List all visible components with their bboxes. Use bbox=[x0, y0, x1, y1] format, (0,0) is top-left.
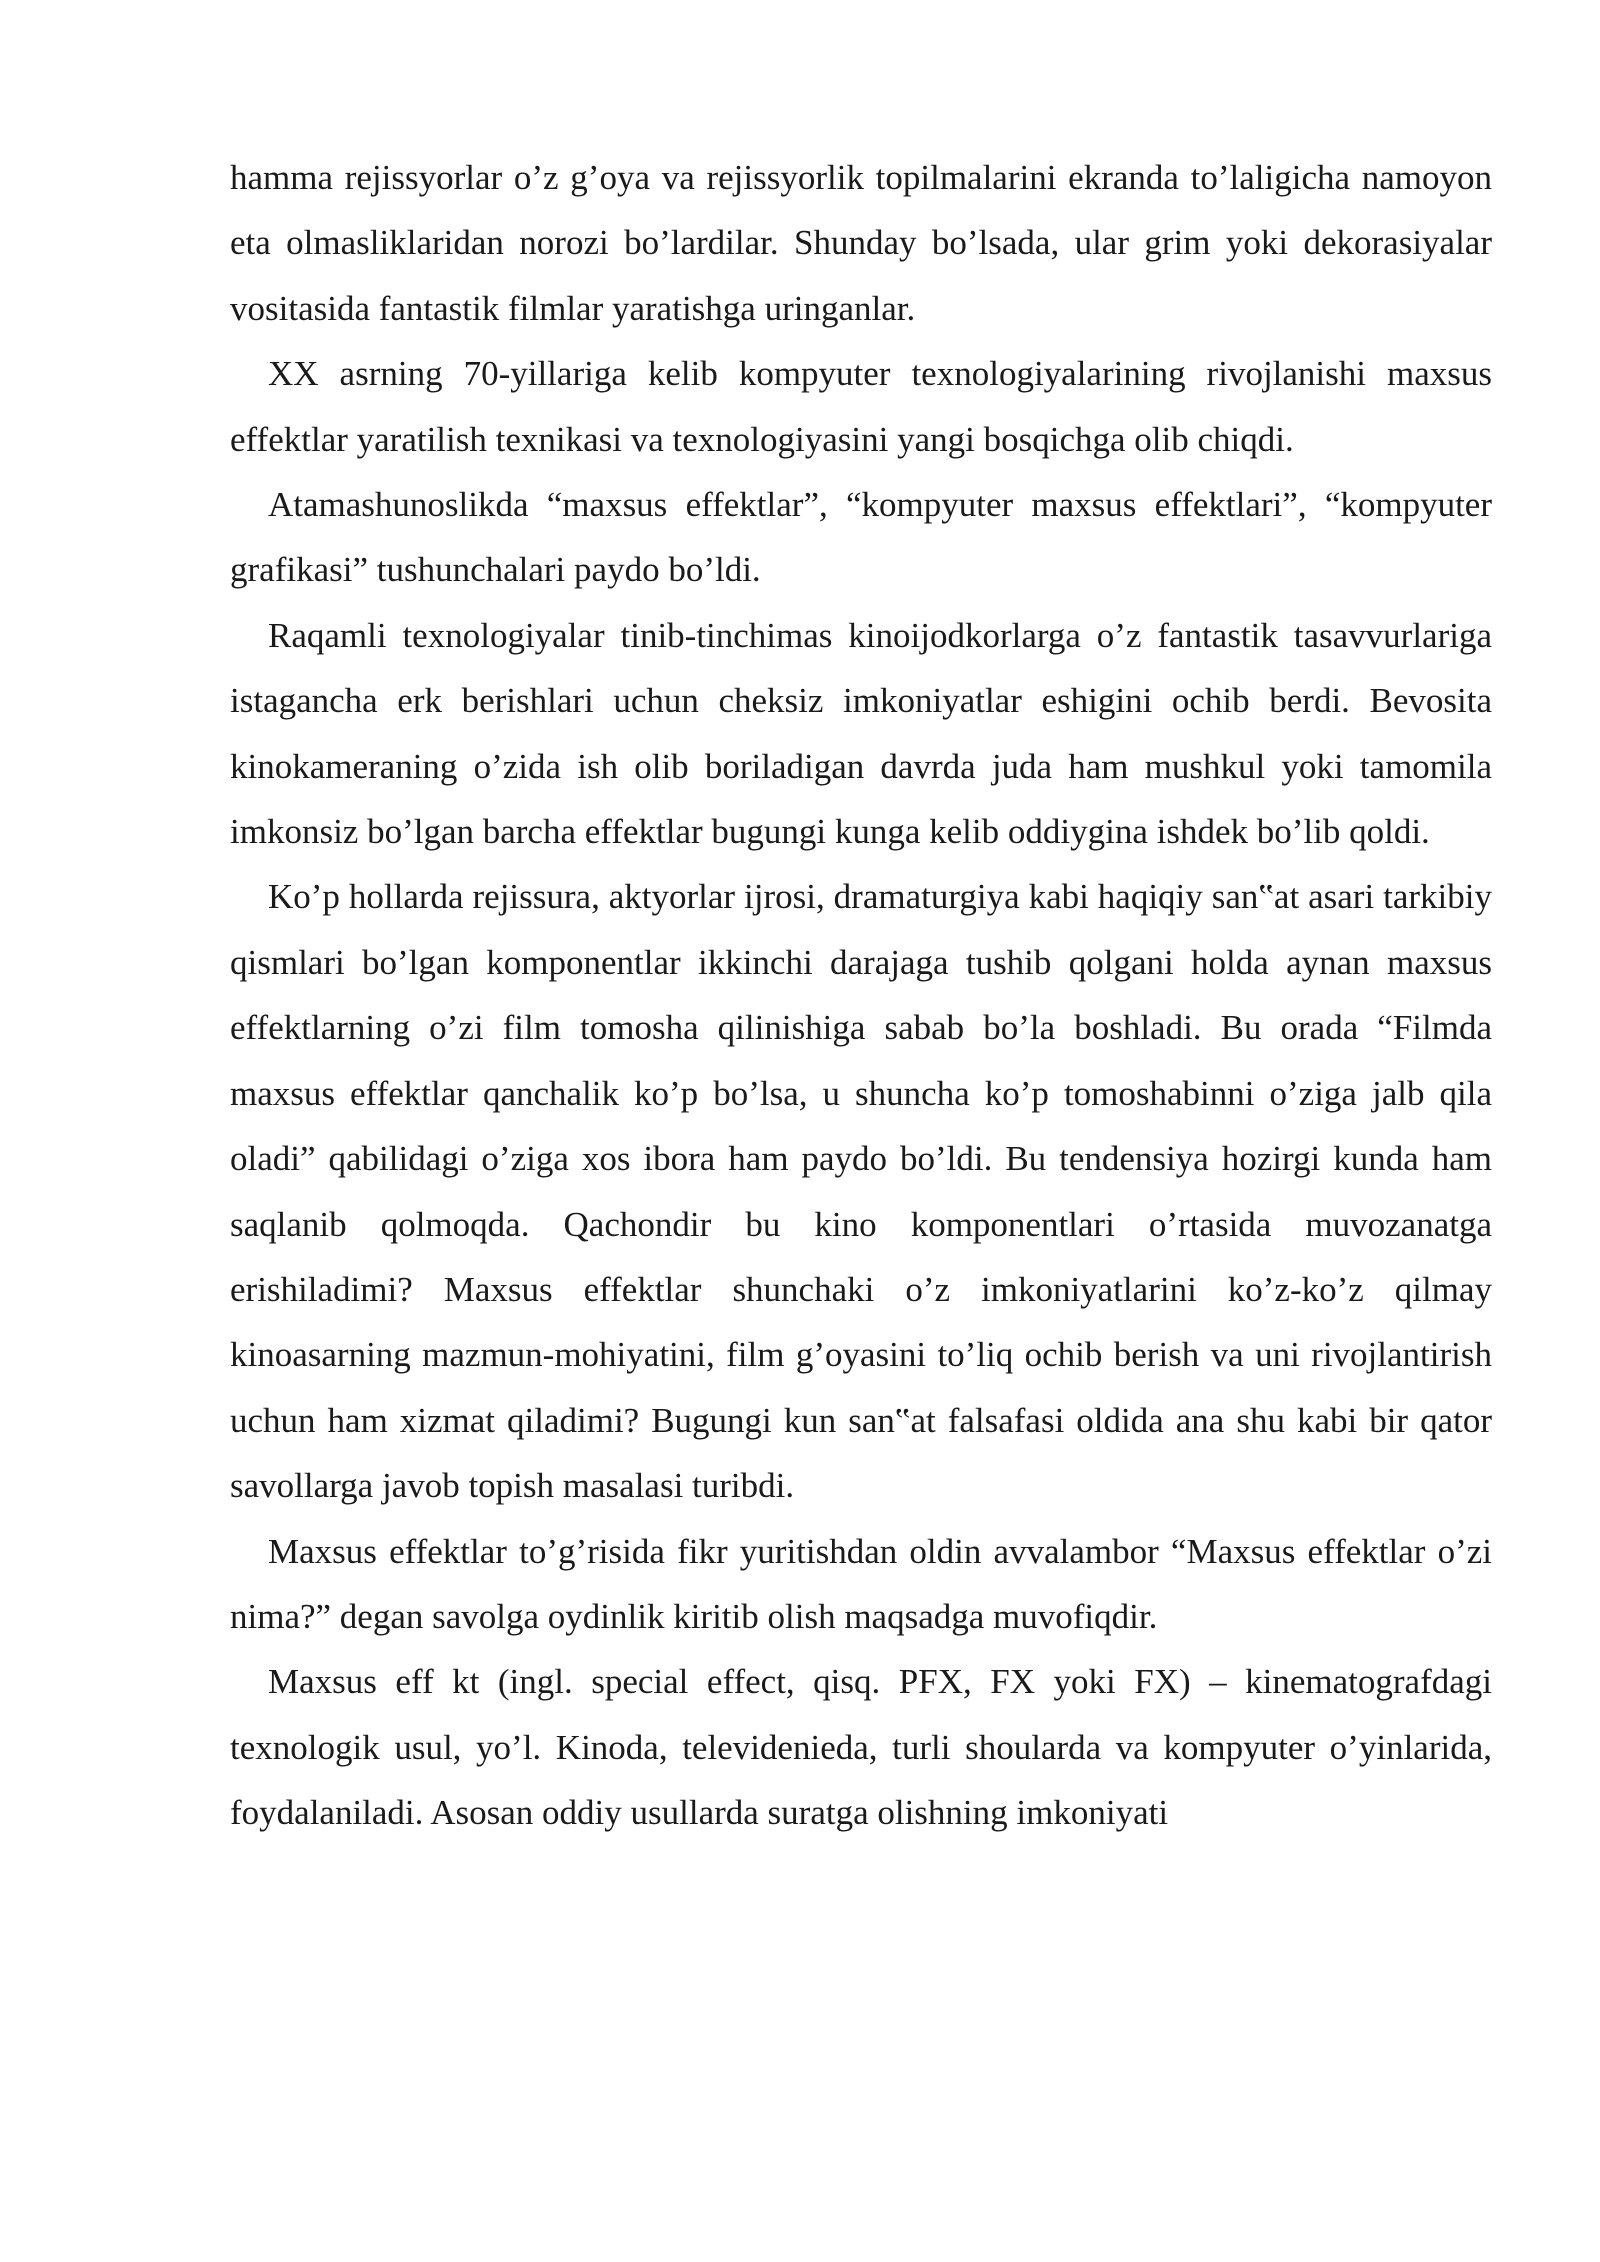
paragraph-directing-components: Ko’p hollarda rejissura, aktyorlar ijrosi, dramaturgiya kabi haqiqiy san‟at asari tarkibiy qismlari bo’lgan komponentlar ikkinchi darajaga tushib qolgani holda aynan maxsus effektlarning o’zi film tomosha qilinishiga sabab bo’la boshladi. Bu orada “Filmda maxsus effektlar qanchalik ko’p bo’lsa, u shuncha ko’p tomoshabinni o’ziga jalb qila oladi” qabilidagi o’ziga xos ibora ham paydo bo’ldi. Bu tendensiya hozirgi kunda ham saqlanib qolmoqda. Qachondir bu kino komponentlari o’rtasida muvozanatga erishiladimi? Maxsus effektlar shunchaki o’z imkoniyatlarini ko’z-ko’z qilmay kinoasarning mazmun-mohiyatini, film g’oyasini to’liq ochib berish va uni rivojlantirish uchun ham xizmat qiladimi? Bugungi kun san‟at falsafasi oldida ana shu kabi bir qator savollarga javob topish masalasi turibdi. bbox=[230, 877, 1492, 1506]
paragraph-terminology: Atamashunoslikda “maxsus effektlar”, “kompyuter maxsus effektlari”, “kompyuter grafikasi” tushunchalari paydo bo’ldi. bbox=[230, 485, 1492, 590]
paragraph-continuation: hamma rejissyorlar o’z g’oya va rejissyorlik topilmalarini ekranda to’laligicha namoyon eta olmasliklaridan norozi bo’lardilar. Shunday bo’lsada, ular grim yoki dekorasiyalar vositasida fantastik filmlar yaratishga uringanlar. bbox=[230, 158, 1492, 328]
paragraph-special-effect-definition: Maxsus eff kt (ingl. special effect, qisq. PFX, FX yoki FX) – kinematografdagi texnologik usul, yo’l. Kinoda, televidenieda, turli shoularda va kompyuter o’yinlarida, foydalaniladi. Asosan oddiy usullarda suratga olishning imkoniyati bbox=[230, 1662, 1492, 1833]
paragraph-special-effects-question: Maxsus effektlar to’g’risida fikr yuritishdan oldin avvalambor “Maxsus effektlar o’zi nima?” degan savolga oydinlik kiritib olish maqsadga muvofiqdir. bbox=[230, 1531, 1492, 1636]
paragraph-computer-technology: XX asrning 70-yillariga kelib kompyuter texnologiyalarining rivojlanishi maxsus effektlar yaratilish texnikasi va texnologiyasini yangi bosqichga olib chiqdi. bbox=[230, 354, 1492, 459]
paragraph-digital-technologies: Raqamli texnologiyalar tinib-tinchimas kinoijodkorlarga o’z fantastik tasavvurlariga istagancha erk berishlari uchun cheksiz imkoniyatlar eshigini ochib berdi. Bevosita kinokameraning o’zida ish olib boriladigan davrda juda ham mushkul yoki tamomila imkonsiz bo’lgan barcha effektlar bugungi kunga kelib oddiygina ishdek bo’lib qoldi. bbox=[230, 615, 1492, 852]
document-page bbox=[230, 145, 1492, 1846]
